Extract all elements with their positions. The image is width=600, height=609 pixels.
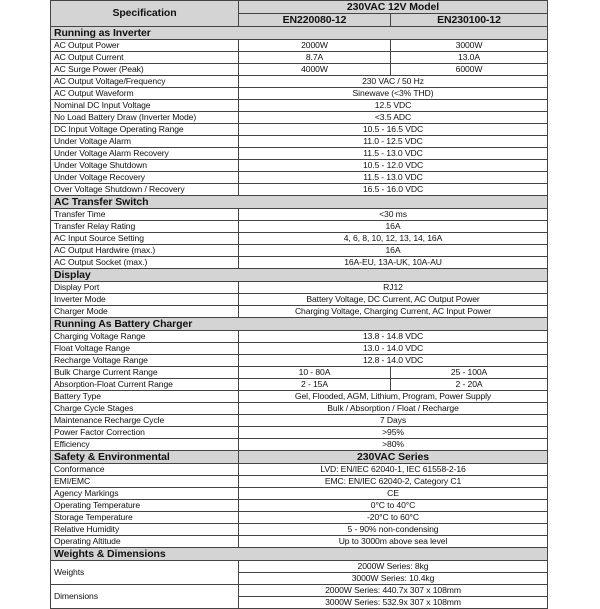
spec-row <box>51 524 548 536</box>
spec-row <box>51 100 548 112</box>
spec-row <box>51 512 548 524</box>
spec-label: AC Output Hardwire (max.) <box>51 245 239 257</box>
spec-value: >95% <box>239 427 548 439</box>
spec-row <box>51 536 548 548</box>
spec-value: 13.8 - 14.8 VDC <box>239 331 548 343</box>
spec-value: 16.5 - 16.0 VDC <box>239 184 548 196</box>
spec-row <box>51 136 548 148</box>
spec-label: AC Output Voltage/Frequency <box>51 76 239 88</box>
spec-value-model-2: 13.0A <box>391 52 548 64</box>
spec-value-model-1: 4000W <box>239 64 391 76</box>
weights-row <box>51 561 548 573</box>
spec-value: 7 Days <box>239 415 548 427</box>
dimensions-row <box>51 585 548 597</box>
spec-row <box>51 464 548 476</box>
spec-row <box>51 294 548 306</box>
dimensions-label: Dimensions <box>51 585 239 609</box>
spec-label: Recharge Voltage Range <box>51 355 239 367</box>
spec-value: 5 - 90% non-condensing <box>239 524 548 536</box>
spec-value: <30 ms <box>239 209 548 221</box>
spec-label: Under Voltage Shutdown <box>51 160 239 172</box>
spec-value: LVD: EN/IEC 62040-1, IEC 61558-2-16 <box>239 464 548 476</box>
spec-row <box>51 245 548 257</box>
spec-row <box>51 355 548 367</box>
spec-value: Sinewave (<3% THD) <box>239 88 548 100</box>
transfer-section-row <box>51 196 548 209</box>
spec-label: Conformance <box>51 464 239 476</box>
spec-row <box>51 112 548 124</box>
spec-value: -20°C to 60°C <box>239 512 548 524</box>
weights-label: Weights <box>51 561 239 585</box>
spec-row <box>51 76 548 88</box>
spec-value: 4, 6, 8, 10, 12, 13, 14, 16A <box>239 233 548 245</box>
spec-row <box>51 367 548 379</box>
inverter-section-row <box>51 27 548 40</box>
model-1-header: EN220080-12 <box>239 14 391 27</box>
spec-label: AC Input Source Setting <box>51 233 239 245</box>
weights-section-row <box>51 548 548 561</box>
spec-value: 16A <box>239 221 548 233</box>
spec-row <box>51 64 548 76</box>
spec-row <box>51 52 548 64</box>
safety-section-series: 230VAC Series <box>239 451 548 464</box>
spec-row <box>51 160 548 172</box>
spec-row <box>51 306 548 318</box>
spec-label: Charger Mode <box>51 306 239 318</box>
spec-value: 12.5 VDC <box>239 100 548 112</box>
spec-value: 16A-EU, 13A-UK, 10A-AU <box>239 257 548 269</box>
spec-value: EMC: EN/IEC 62040-2, Category C1 <box>239 476 548 488</box>
spec-value: Battery Voltage, DC Current, AC Output Power <box>239 294 548 306</box>
charger-section-title: Running As Battery Charger <box>51 318 548 331</box>
spec-value: Bulk / Absorption / Float / Recharge <box>239 403 548 415</box>
spec-label: AC Output Waveform <box>51 88 239 100</box>
spec-label: Efficiency <box>51 439 239 451</box>
specification-header: Specification <box>51 1 239 27</box>
spec-value: 230 VAC / 50 Hz <box>239 76 548 88</box>
weights-section-title: Weights & Dimensions <box>51 548 548 561</box>
spec-label: AC Surge Power (Peak) <box>51 64 239 76</box>
spec-label: Transfer Time <box>51 209 239 221</box>
spec-row <box>51 124 548 136</box>
spec-row <box>51 221 548 233</box>
spec-value: Up to 3000m above sea level <box>239 536 548 548</box>
spec-value: CE <box>239 488 548 500</box>
spec-label: AC Output Socket (max.) <box>51 257 239 269</box>
spec-label: Charge Cycle Stages <box>51 403 239 415</box>
spec-value: 11.5 - 13.0 VDC <box>239 148 548 160</box>
safety-section-row <box>51 451 548 464</box>
spec-label: Maintenance Recharge Cycle <box>51 415 239 427</box>
specification-table <box>50 0 548 609</box>
spec-label: AC Output Current <box>51 52 239 64</box>
spec-label: Relative Humidity <box>51 524 239 536</box>
spec-label: Under Voltage Recovery <box>51 172 239 184</box>
spec-label: Inverter Mode <box>51 294 239 306</box>
spec-value: 16A <box>239 245 548 257</box>
spec-label: Float Voltage Range <box>51 343 239 355</box>
model-group-header: 230VAC 12V Model <box>239 1 548 14</box>
model-2-header: EN230100-12 <box>391 14 548 27</box>
weights-value: 2000W Series: 8kg <box>239 561 548 573</box>
spec-value: 12.8 - 14.0 VDC <box>239 355 548 367</box>
spec-value: 0°C to 40°C <box>239 500 548 512</box>
spec-value: <3.5 ADC <box>239 112 548 124</box>
spec-value-model-1: 10 - 80A <box>239 367 391 379</box>
spec-row <box>51 415 548 427</box>
spec-row <box>51 257 548 269</box>
charger-section-row <box>51 318 548 331</box>
spec-value: Gel, Flooded, AGM, Lithium, Program, Power Supply <box>239 391 548 403</box>
spec-row <box>51 488 548 500</box>
inverter-section-title: Running as Inverter <box>51 27 548 40</box>
spec-row <box>51 391 548 403</box>
spec-label: AC Output Power <box>51 40 239 52</box>
spec-row <box>51 403 548 415</box>
display-section-title: Display <box>51 269 548 282</box>
spec-row <box>51 500 548 512</box>
spec-label: Charging Voltage Range <box>51 331 239 343</box>
spec-label: Over Voltage Shutdown / Recovery <box>51 184 239 196</box>
spec-value: >80% <box>239 439 548 451</box>
spec-value: 11.0 - 12.5 VDC <box>239 136 548 148</box>
spec-value-model-2: 2 - 20A <box>391 379 548 391</box>
spec-value: 10.5 - 16.5 VDC <box>239 124 548 136</box>
spec-row <box>51 427 548 439</box>
dimensions-value: 2000W Series: 440.7x 307 x 108mm <box>239 585 548 597</box>
spec-label: Absorption-Float Current Range <box>51 379 239 391</box>
transfer-section-title: AC Transfer Switch <box>51 196 548 209</box>
spec-value-model-2: 3000W <box>391 40 548 52</box>
spec-value-model-2: 25 - 100A <box>391 367 548 379</box>
spec-label: Under Voltage Alarm <box>51 136 239 148</box>
spec-value: 10.5 - 12.0 VDC <box>239 160 548 172</box>
spec-row <box>51 40 548 52</box>
spec-label: Under Voltage Alarm Recovery <box>51 148 239 160</box>
spec-value-model-1: 2000W <box>239 40 391 52</box>
spec-row <box>51 331 548 343</box>
spec-row <box>51 209 548 221</box>
spec-row <box>51 148 548 160</box>
spec-row <box>51 343 548 355</box>
display-section-row <box>51 269 548 282</box>
spec-row <box>51 379 548 391</box>
spec-row <box>51 282 548 294</box>
spec-label: EMI/EMC <box>51 476 239 488</box>
spec-row <box>51 172 548 184</box>
spec-row <box>51 476 548 488</box>
spec-value: RJ12 <box>239 282 548 294</box>
spec-row <box>51 184 548 196</box>
spec-row <box>51 88 548 100</box>
spec-value: 13.0 - 14.0 VDC <box>239 343 548 355</box>
safety-section-title: Safety & Environmental <box>51 451 239 464</box>
spec-label: Operating Altitude <box>51 536 239 548</box>
spec-label: Display Port <box>51 282 239 294</box>
spec-value: 11.5 - 13.0 VDC <box>239 172 548 184</box>
spec-label: Agency Markings <box>51 488 239 500</box>
spec-value-model-1: 2 - 15A <box>239 379 391 391</box>
spec-label: No Load Battery Draw (Inverter Mode) <box>51 112 239 124</box>
spec-label: Nominal DC Input Voltage <box>51 100 239 112</box>
spec-value-model-1: 8.7A <box>239 52 391 64</box>
spec-label: Storage Temperature <box>51 512 239 524</box>
spec-label: DC Input Voltage Operating Range <box>51 124 239 136</box>
spec-value: Charging Voltage, Charging Current, AC Input Power <box>239 306 548 318</box>
spec-label: Transfer Relay Rating <box>51 221 239 233</box>
weights-value: 3000W Series: 10.4kg <box>239 573 548 585</box>
spec-label: Power Factor Correction <box>51 427 239 439</box>
spec-value-model-2: 6000W <box>391 64 548 76</box>
spec-label: Bulk Charge Current Range <box>51 367 239 379</box>
dimensions-value: 3000W Series: 532.9x 307 x 108mm <box>239 597 548 609</box>
spec-label: Operating Temperature <box>51 500 239 512</box>
spec-label: Battery Type <box>51 391 239 403</box>
spec-row <box>51 233 548 245</box>
spec-row <box>51 439 548 451</box>
